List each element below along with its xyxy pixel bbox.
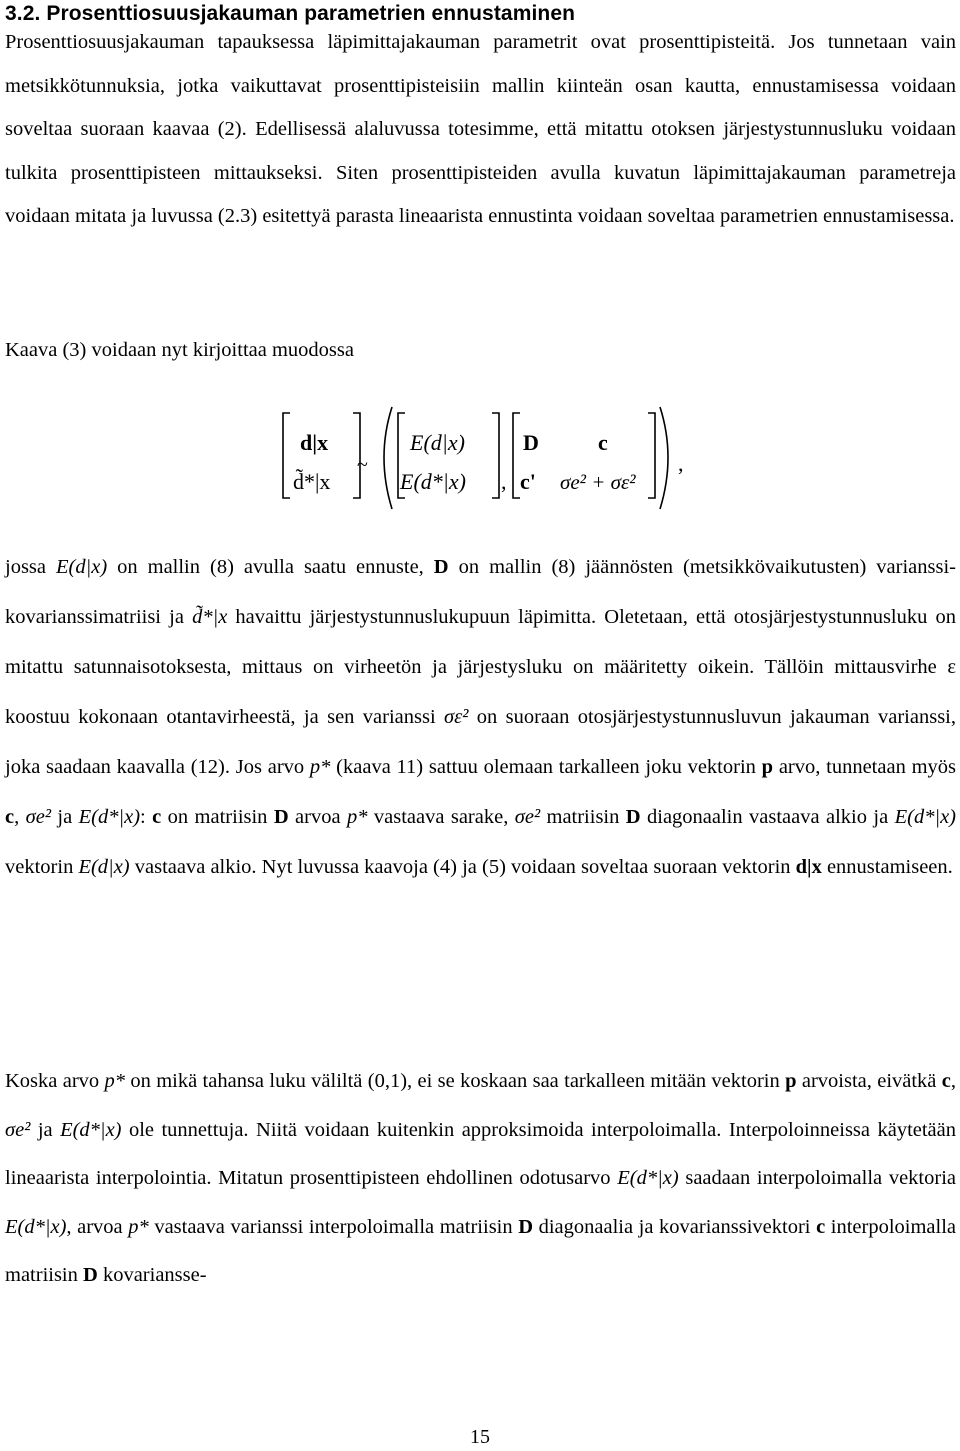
paragraph-intro: Prosenttiosuusjakauman tapauksessa läpimittajakauman parametrit ovat prosenttipisteitä. Jos tunnetaan vain metsikkötunnuksia, jotka vaikuttavat prosenttipisteisiin mallin kiinteän osan kautta, ennustamisessa voidaan soveltaa suoraan kaavaa (2). Edellisessä alaluvussa totesimme, että mitattu otoksen järjestystunnusluku voidaan tulkita prosenttipisteen mittaukseksi. Siten prosenttipisteiden avulla kuvatun läpimittajakauman parametreja voidaan mitata ja luvussa (2.3) esitettyä parasta lineaarista ennustinta voidaan soveltaa parametrien ennustamisessa. xyxy=(5,31,956,227)
cov-c: c xyxy=(598,430,608,455)
mean-bottom: E(d*|x) xyxy=(400,469,466,494)
section-heading: 3.2. Prosenttiosuusjakauman parametrien ennustaminen xyxy=(5,2,576,25)
expected-d-x: E(d|x) xyxy=(55,556,108,578)
paragraph-formula-intro: Kaava (3) voidaan nyt kirjoittaa muodossa xyxy=(5,339,354,361)
cov-c-prime: c' xyxy=(520,469,536,494)
mean-top: E(d|x) xyxy=(410,430,465,455)
comma-sep: , xyxy=(501,469,507,494)
distribution-equation xyxy=(0,405,960,523)
cov-sigma: σe² + σε² xyxy=(560,470,636,494)
lhs-bottom: d̃*|x xyxy=(293,469,331,494)
lhs-top: d|x xyxy=(300,430,329,455)
paragraph-explanation: jossa E(d|x) on mallin (8) avulla saatu ennuste, D on mallin (8) jäännösten (metsikkövaikutusten) varianssi-kovarianssimatriisi ja d̃*|x havaittu järjestystunnuslukupuun läpimitta. Oletetaan, että otosjärjestystunnusluku on mitattu satunnaisotoksesta, mittaus on virheetön ja järjestysluku on määritetty oikein. Tällöin mittausvirhe ε koostuu kokonaan otantavirheestä, ja sen varianssi σε² on suoraan otosjärjestystunnusluvun jakauman varianssi, joka saadaan kaavalla (12). Jos arvo p* (kaava 11) sattuu olemaan tarkalleen joku vektorin p arvo, tunnetaan myös c, σe² ja E(d*|x): c on matriisin D arvoa p* vastaava sarake, σe² matriisin D diagonaalin vastaava alkio ja E(d*|x) vektorin E(d|x) vastaava alkio. Nyt luvussa kaavoja (4) ja (5) voidaan soveltaa suoraan vektorin d|x ennustamiseen. xyxy=(5,556,957,878)
distribution-symbol: ~ xyxy=(357,454,368,476)
page-number: 15 xyxy=(470,1426,490,1448)
equation-trailing-comma: , xyxy=(678,451,684,476)
paragraph-interpolation: Koska arvo p* on mikä tahansa luku väliltä (0,1), ei se koskaan saa tarkalleen mitään vektorin p arvoista, eivätkä c, σe² ja E(d*|x) ole tunnettuja. Niitä voidaan kuitenkin approksimoida interpoloimalla. Interpoloinneissa käytetään lineaarista interpolointia. Mitatun prosenttipisteen ehdollinen odotusarvo E(d*|x) saadaan interpoloimalla vektoria E(d*|x), arvoa p* vastaava varianssi interpoloimalla matriisin D diagonaalia ja kovarianssivektori c interpoloimalla matriisin D kovariansse- xyxy=(5,1070,957,1287)
cov-D: D xyxy=(523,430,539,455)
